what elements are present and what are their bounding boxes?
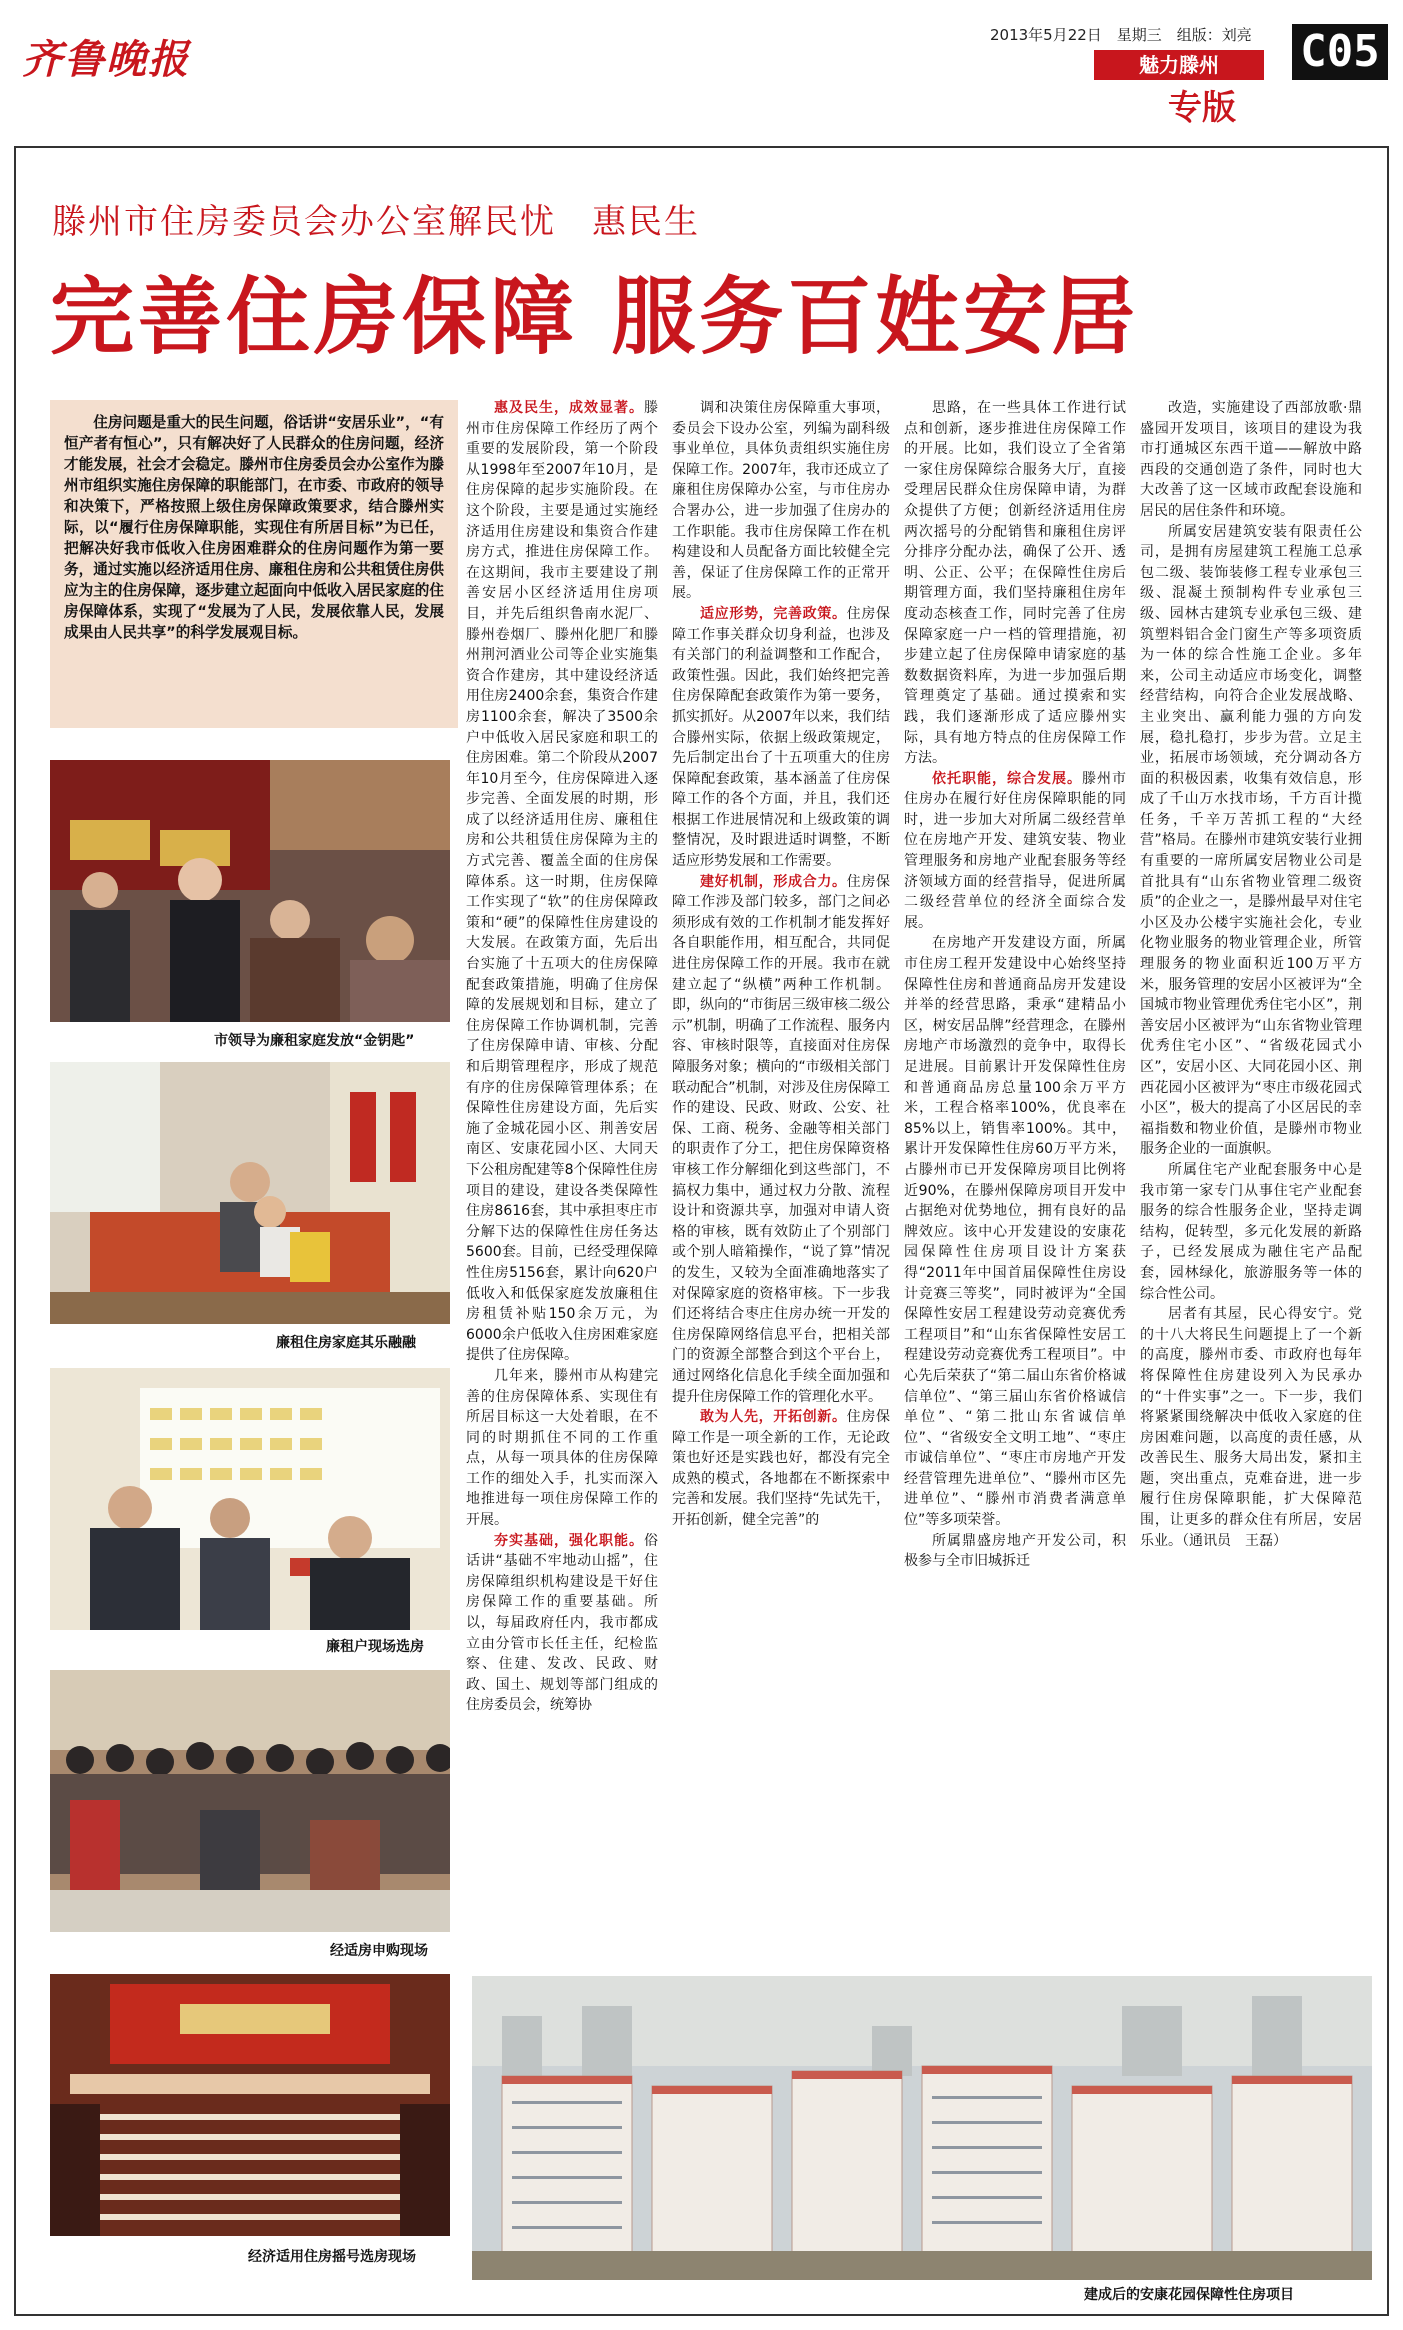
column-badge: 魅力滕州 xyxy=(1094,50,1264,80)
newspaper-logo: 齐鲁晚报 xyxy=(22,36,190,83)
page-code: C05 xyxy=(1292,24,1388,80)
article-kicker: 滕州市住房委员会办公室解民忧 惠民生 xyxy=(52,202,700,242)
paragraph: 所属住宅产业配套服务中心是我市第一家专门从事住宅产业配套服务的综合性服务企业，坚持走调结构，促转型，多元化发展的新路子，已经发展成为融住宅产品配套，园林绿化，旅游服务等一体的综合性公司。 xyxy=(1140,1161,1362,1302)
paragraph: 改造，实施建设了西部放歌·鼎盛园开发项目，该项目的建设为我市打通城区东西干道——解放中路西段的交通创造了条件，同时也大大改善了这一区域市政配套设施和居民的居住条件和环境。 xyxy=(1140,400,1362,519)
lead-box xyxy=(50,400,458,728)
paragraph: 依托职能，综合发展。滕州市住房办在履行好住房保障职能的同时，进一步加大对所属二级经营单位在房地产开发、建筑安装、物业管理服务和房地产业配套服务等经济领域方面的经营指导，促进所属二级经营单位的经济全面综合发展。 xyxy=(904,770,1126,931)
article-column-1 xyxy=(466,398,658,1978)
article-column-3 xyxy=(904,398,1126,1978)
section-type: 专版 xyxy=(1168,88,1236,128)
article-headline: 完善住房保障 服务百姓安居 xyxy=(50,267,1140,366)
issue-info: 2013年5月22日 星期三 组版：刘亮 xyxy=(990,26,1252,44)
paragraph: 建好机制，形成合力。住房保障工作涉及部门较多，部门之间必须形成有效的工作机制才能发挥好各自职能作用，相互配合，共同促进住房保障工作的开展。我市在就建立起了“纵横”两种工作机制。即，纵向的“市街居三级审核二级公示”机制，明确了工作流程、服务内容、审核时限等，直接面对住房保障服务对象；横向的“市级相关部门联动配合”机制，对涉及住房保障工作的建设、民政、财政、公安、社保、工商、税务、金融等相关部门的职责作了分工，把住房保障资格审核工作分解细化到这些部门，不搞权力集中，通过权力分散、流程设计和资源共享，加强对申请人资格的审核，既有效防止了个别部门或个别人暗箱操作，“说了算”情况的发生，又较为全面准确地落实了对保障家庭的资格审核。下一步我们还将结合枣庄住房办统一开发的住房保障网络信息平台，把相关部门的资源全部整合到这个平台上，通过网络化信息化手续全面加强和提升住房保障工作的管理化水平。 xyxy=(672,873,890,1405)
photo-caption-1: 市领导为廉租家庭发放“金钥匙” xyxy=(214,1033,415,1049)
paragraph: 惠及民生，成效显著。滕州市住房保障工作经历了两个重要的发展阶段，第一个阶段从1998年至2007年10月，是住房保障的起步实施阶段。在这个阶段，主要是通过实施经济适用住房建设和集资合作建房方式，推进住房保障工作。在这期间，我市主要建设了荆善安居小区经济适用住房项目，并先后组织鲁南水泥厂、滕州卷烟厂、滕州化肥厂和滕州荆河酒业公司等企业实施集资合作建房，其中建设经济适用住房2400余套，集资合作建房1100余套，解决了3500余户中低收入居民家庭和职工的住房困难。第二个阶段从2007年10月至今，住房保障进入逐步完善、全面发展的时期，形成了以经济适用住房、廉租住房和公共租赁住房保障为主的方式完善、覆盖全面的住房保障体系。这一时期，住房保障工作实现了“软”的住房保障政策和“硬”的保障性住房建设的大发展。在政策方面，先后出台实施了十五项大的住房保障配套政策措施，明确了住房保障的发展规划和目标，建立了住房保障工作协调机制，完善了住房保障申请、审核、分配和后期管理程序，形成了规范有序的住房保障管理体系；在保障性住房建设方面，先后实施了金城花园小区、荆善安居南区、安康花园小区、大同天下公租房配建等8个保障性住房项目的建设，建设各类保障性住房8616套，其中承担枣庄市分解下达的保障性住房任务达5600套。目前，已经受理保障性住房5156套，累计向620户低收入和低保家庭发放廉租住房租赁补贴150余万元，为6000余户低收入住房困难家庭提供了住房保障。 xyxy=(466,400,658,1364)
paragraph: 在房地产开发建设方面，所属市住房工程开发建设中心始终坚持保障性住房和普通商品房开发建设并举的经营思路，秉承“建精品小区，树安居品牌”经营理念，在滕州房地产市场激烈的竞争中，取得长足进展。目前累计开发保障性住房和普通商品房总量100余万平方米，工程合格率100%，优良率在85%以上，销售率100%。其中，累计开发保障性住房60万平方米，占滕州市已开发保障房项目比例将近90%，在滕州保障房项目开发中占据绝对优势地位，拥有良好的品牌效应。该中心开发建设的安康花园保障性住房项目设计方案获得“2011年中国首届保障性住房设计竞赛三等奖”，同时被评为“全国保障性安居工程建设劳动竞赛优秀工程项目”和“山东省保障性安居工程建设劳动竞赛优秀工程项目”。中心先后荣获了“第二届山东省价格诚信单位”、“第三届山东省价格诚信单位”、“第二批山东省诚信单位”、“省级安全文明工地”、“枣庄市诚信单位”、“枣庄市房地产开发经营管理先进单位”、“滕州市区先进单位”、“滕州市消费者满意单位”等多项荣誉。 xyxy=(904,935,1126,1529)
paragraph: 所属安居建筑安装有限责任公司，是拥有房屋建筑工程施工总承包二级、装饰装修工程专业承包三级、混凝土预制构件专业承包三级、园林古建筑专业承包三级、建筑塑料铝合金门窗生产等多项资质为一体的综合性施工企业。多年来，公司主动适应市场变化，调整经营结构，向符合企业发展战略、主业突出、赢利能力强的方向发展，稳扎稳打，步步为营。立足主业，拓展市场领域，充分调动各方面的积极因素，收集有效信息，形成了千山万水找市场，千方百计揽任务，千辛万苦抓工程的“大经营”格局。在滕州市建筑安装行业拥有重要的一席所属安居物业公司是首批具有“山东省物业管理二级资质”的企业之一，是滕州最早对住宅小区及办公楼宇实施社会化，专业化物业服务的物业管理企业，所管理服务的物业面积近100万平方米，服务管理的安居小区被评为“全国城市物业管理优秀住宅小区”，荆善安居小区被评为“山东省物业管理优秀住宅小区”、“省级花园式小区”，安居小区、大同花园小区、荆西花园小区被评为“枣庄市级花园式小区”，极大的提高了小区居民的幸福指数和物业价值，是滕州市物业服务企业的一面旗帜。 xyxy=(1140,523,1362,1158)
article-column-2 xyxy=(672,398,890,1978)
paragraph: 思路，在一些具体工作进行试点和创新，逐步推进住房保障工作的开展。比如，我们设立了全省第一家住房保障综合服务大厅，直接受理居民群众住房保障申请，为群众提供了方便；创新经济适用住房两次摇号的分配销售和廉租住房评分排序分配办法，确保了公开、透明、公正、公平；在保障性住房后期管理方面，我们坚持廉租住房年度动态核查工作，同时完善了住房保障家庭一户一档的管理措施，初步建立起了住房保障申请家庭的基数数据资料库，为进一步加强后期管理奠定了基础。通过摸索和实践，我们逐渐形成了适应滕州实际，具有地方特点的住房保障工作方法。 xyxy=(904,400,1126,767)
article-column-4 xyxy=(1140,398,1362,1978)
photo-caption-3: 廉租户现场选房 xyxy=(326,1639,424,1655)
photo-lottery-site xyxy=(50,1974,450,2236)
paragraph: 敢为人先，开拓创新。住房保障工作是一项全新的工作，无论政策也好还是实践也好，都没有完全成熟的模式，各地都在不断探索中完善和发展。我们坚持“先试先干，开拓创新，健全完善”的 xyxy=(672,1409,890,1529)
paragraph: 调和决策住房保障重大事项，委员会下设办公室，列编为副科级事业单位，具体负责组织实施住房保障工作。2007年，我市还成立了廉租住房保障办公室，与市住房办合署办公，进一步加强了住房办的工作职能。我市住房保障工作在机构建设和人员配备方面比较健全完善，保证了住房保障工作的正常开展。 xyxy=(672,400,890,602)
photo-caption-6: 建成后的安康花园保障性住房项目 xyxy=(1084,2287,1294,2303)
photo-key-ceremony xyxy=(50,760,450,1022)
lead-text: 住房问题是重大的民生问题，俗话讲“安居乐业”，“有恒产者有恒心”，只有解决好了人民群众的住房问题，经济才能发展，社会才会稳定。滕州市住房委员会办公室作为滕州市组织实施住房保障的职能部门，在市委、市政府的领导和决策下，严格按照上级住房保障政策要求，结合滕州实际，以“履行住房保障职能，实现住有所居目标”为已任，把解决好我市低收入住房困难群众的住房问题作为第一要务，通过实施以经济适用住房、廉租住房和公共租赁住房供应为主的住房保障，逐步建立起面向中低收入居民家庭的住房保障体系，实现了“发展为了人民，发展依靠人民，发展成果由人民共享”的科学发展观目标。 xyxy=(64,414,444,641)
photo-caption-5: 经济适用住房摇号选房现场 xyxy=(248,2249,416,2265)
paragraph: 所属鼎盛房地产开发公司，积极参与全市旧城拆迁 xyxy=(904,1532,1126,1570)
photo-caption-2: 廉租住房家庭其乐融融 xyxy=(276,1335,416,1351)
paragraph: 适应形势，完善政策。住房保障工作事关群众切身利益，也涉及有关部门的利益调整和工作配合，政策性强。因此，我们始终把完善住房保障配套政策作为第一要务，抓实抓好。从2007年以来，我们结合滕州实际，依据上级政策规定，先后制定出台了十五项重大的住房保障配套政策，基本涵盖了住房保障工作的各个方面，并且，我们还根据工作进展情况和上级政策的调整情况，及时跟进适时调整，不断适应形势发展和工作需要。 xyxy=(672,605,890,870)
photo-application-site xyxy=(50,1670,450,1932)
paragraph: 几年来，滕州市从构建完善的住房保障体系、实现住有所居目标这一大处着眼，在不同的时期抓住不同的工作重点，从每一项具体的住房保障工作的细处入手，扎实而深入地推进每一项住房保障工作的开展。 xyxy=(466,1367,658,1529)
paragraph: 居者有其屋，民心得安宁。党的十八大将民生问题提上了一个新的高度，滕州市委、市政府也每年将保障性住房建设列入为民承办的“十件实事”之一。下一步，我们将紧紧围绕解决中低收入家庭的住房困难问题，以高度的责任感，从改善民生、服务大局出发，紧扣主题，突出重点，克难奋进，进一步履行住房保障职能，扩大保障范围，让更多的群众住有所居，安居乐业。（通讯员 王磊） xyxy=(1140,1306,1362,1549)
photo-family xyxy=(50,1062,450,1324)
photo-room-selection xyxy=(50,1368,450,1630)
photo-caption-4: 经适房申购现场 xyxy=(330,1943,428,1959)
photo-ankang-garden xyxy=(472,1976,1372,2280)
paragraph: 夯实基础，强化职能。俗话讲“基础不牢地动山摇”，住房保障组织机构建设是干好住房保障工作的重要基础。所以，每届政府任内，我市都成立由分管市长任主任，纪检监察、住建、发改、民政、财政、国土、规划等部门组成的住房委员会，统筹协 xyxy=(466,1532,658,1714)
